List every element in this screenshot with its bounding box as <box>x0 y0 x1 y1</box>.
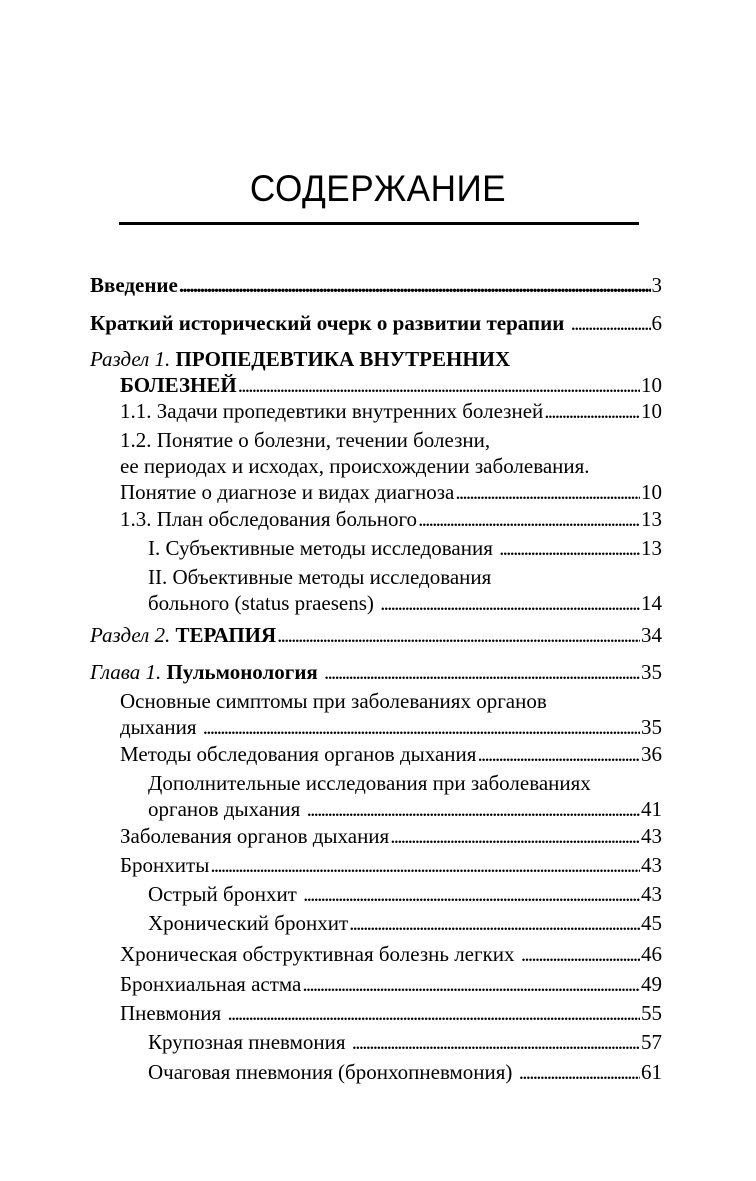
toc-page-number: 35 <box>641 715 662 739</box>
toc-entry-line1: II. Объективные методы исследования <box>148 565 492 589</box>
toc-page-number: 10 <box>641 399 662 423</box>
toc-entry-respiratory-diseases[interactable] <box>120 823 662 849</box>
toc-entry-pneumonia[interactable] <box>120 1000 662 1026</box>
toc-entry-focal-pneumonia[interactable] <box>148 1059 662 1085</box>
toc-page-number: 55 <box>641 1001 662 1025</box>
page-title: СОДЕРЖАНИЕ <box>249 168 507 209</box>
toc-entry-label: Бронхиальная астма <box>120 972 302 996</box>
toc-entry-label: Заболевания органов дыхания <box>120 824 390 848</box>
toc-leader-dots <box>303 881 640 907</box>
toc-entry-label: 1.3. План обследования больного <box>120 507 418 531</box>
toc-entry-label: больного (status praesens) <box>148 591 380 615</box>
toc-entry-asthma[interactable] <box>120 971 662 997</box>
toc-entry-label: Бронхиты <box>120 853 210 877</box>
toc-entry-main-symptoms[interactable] <box>120 688 662 740</box>
toc-entry-line2: ее периодах и исходах, происхождении заболевания. <box>120 454 590 478</box>
toc-page-number: 41 <box>641 797 662 821</box>
toc-leader-dots <box>203 714 640 740</box>
toc-entry-label: Очаговая пневмония (бронхопневмония) <box>148 1060 518 1084</box>
toc-entry-1-1[interactable] <box>120 398 662 424</box>
toc-leader-dots <box>352 1029 640 1055</box>
toc-leader-dots <box>349 910 640 936</box>
toc-page-number: 43 <box>641 853 662 877</box>
toc-leader-dots <box>477 741 640 767</box>
toc-entry-history[interactable] <box>90 310 662 336</box>
toc-leader-dots <box>324 659 640 685</box>
toc-leader-dots <box>521 941 640 967</box>
toc-page-number: 61 <box>641 1060 662 1084</box>
toc-entry-bronchitis[interactable] <box>120 852 662 878</box>
toc-entry-section-1[interactable] <box>90 346 662 398</box>
toc-page-number: 45 <box>641 911 662 935</box>
toc-entry-1-3[interactable] <box>120 506 662 532</box>
toc-leader-dots <box>519 1059 640 1085</box>
toc-entry-copd[interactable] <box>120 941 662 967</box>
toc-page-number: 35 <box>641 660 662 684</box>
toc-page-number: 57 <box>641 1030 662 1054</box>
toc-entry-line1: Основные симптомы при заболеваниях органов <box>120 689 547 713</box>
toc-page-number: 49 <box>641 972 662 996</box>
toc-entry-label: ТЕРАПИЯ <box>170 623 277 647</box>
toc-leader-dots <box>179 272 651 298</box>
toc-entry-label: Хронический бронхит <box>148 911 349 935</box>
toc-entry-label: Крупозная пневмония <box>148 1030 351 1054</box>
toc-entry-section-2[interactable] <box>90 622 662 648</box>
toc-entry-label: дыхания <box>120 715 202 739</box>
toc-entry-chapter-1[interactable] <box>90 659 662 685</box>
toc-page-number: 36 <box>641 742 662 766</box>
toc-entry-label: БОЛЕЗНЕЙ <box>120 373 237 397</box>
toc-leader-dots <box>544 398 640 424</box>
toc-entry-label: Краткий исторический очерк о развитии терапии <box>90 311 570 335</box>
toc-leader-dots <box>455 479 640 505</box>
toc-page-number: 13 <box>641 536 662 560</box>
toc-entry-label: органов дыхания <box>148 797 306 821</box>
toc-page-number: 3 <box>651 273 662 297</box>
toc-entry-label: Острый бронхит <box>148 882 303 906</box>
toc-entry-line1: 1.2. Понятие о болезни, течении болезни, <box>120 428 491 452</box>
toc-leader-dots <box>571 310 651 336</box>
toc-entry-1-2[interactable] <box>120 427 662 505</box>
toc-entry-label: Понятие о диагнозе и видах диагноза <box>120 480 455 504</box>
toc-entry-objective-methods[interactable] <box>148 564 662 616</box>
toc-leader-dots <box>499 535 640 561</box>
toc-leader-dots <box>418 506 640 532</box>
toc-entry-label: Методы обследования органов дыхания <box>120 742 477 766</box>
toc-entry-examination-methods[interactable] <box>120 741 662 767</box>
toc-page-number: 43 <box>641 824 662 848</box>
toc-entry-acute-bronchitis[interactable] <box>148 881 662 907</box>
toc-leader-dots <box>277 622 640 648</box>
toc-entry-prefix: Глава 1. <box>90 660 162 684</box>
toc-page-number: 46 <box>641 942 662 966</box>
toc-entry-label: 1.1. Задачи пропедевтики внутренних болезней <box>120 399 544 423</box>
toc-page-number: 10 <box>641 373 662 397</box>
toc-page-number: 14 <box>641 591 662 615</box>
toc-entry-lobar-pneumonia[interactable] <box>148 1029 662 1055</box>
toc-entry-introduction[interactable] <box>90 272 662 298</box>
toc-entry-line1: ПРОПЕДЕВТИКА ВНУТРЕННИХ <box>170 347 511 371</box>
toc-entry-label: Введение <box>90 273 178 297</box>
toc-page-number: 6 <box>651 311 662 335</box>
toc-entry-label: I. Субъективные методы исследования <box>148 536 499 560</box>
toc-leader-dots <box>380 590 640 616</box>
toc-entry-label: Хроническая обструктивная болезнь легких <box>120 942 520 966</box>
toc-leader-dots <box>390 823 640 849</box>
toc-leader-dots <box>302 971 640 997</box>
toc-leader-dots <box>307 796 640 822</box>
toc-page-number: 13 <box>641 507 662 531</box>
toc-entry-chronic-bronchitis[interactable] <box>148 910 662 936</box>
toc-leader-dots <box>210 852 640 878</box>
toc-leader-dots <box>227 1000 640 1026</box>
toc-page-number: 10 <box>641 480 662 504</box>
toc-leader-dots <box>238 372 640 398</box>
toc-entry-prefix: Раздел 1. <box>90 347 171 371</box>
toc-page-number: 34 <box>641 623 662 647</box>
toc-entry-additional-studies[interactable] <box>148 770 662 822</box>
toc-entry-prefix: Раздел 2. <box>90 623 171 647</box>
toc-entry-subjective-methods[interactable] <box>148 535 662 561</box>
toc-page-number: 43 <box>641 882 662 906</box>
title-rule <box>119 222 639 225</box>
toc-entry-line1: Дополнительные исследования при заболеваниях <box>148 771 591 795</box>
toc-entry-label: Пульмонология <box>161 660 324 684</box>
toc-entry-label: Пневмония <box>120 1001 227 1025</box>
